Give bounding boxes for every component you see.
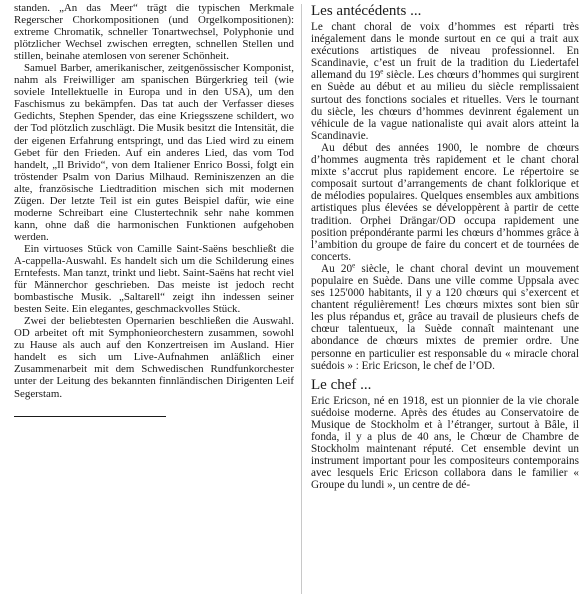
- german-column: [14, 2, 294, 417]
- paragraph-saint-saens: Ein virtuoses Stück von Camille Saint-Saëns beschließt die A-cappella-Auswahl. Es handelt sich um die Schilderung eines Erntefests. Man tanzt, trinkt und liebt. Saint-Saëns hat recht viel für Männerchor geschrieben. Das meiste ist jedoch recht bombastische Musik. „Saltarell“ zeigt ihn indessen seiner besten Seite. Ein elegantes, geschmackvolles Stück.: [14, 242, 294, 316]
- french-column: [311, 2, 579, 491]
- heading-antecedents: Les antécédents ...: [311, 3, 422, 19]
- paragraph-chant-choral: Le chant choral de voix d’hommes est réparti très inégalement dans le monde surtout en ce qui a trait aux exécutions artistiques de niveau professionnel. En Scandinavie, c’est un fruit de la tradition du Liedertafel allemand du 19e siècle. Les chœurs d’hommes qui surgirent en Suède au début et au milieu du siècle remplissaient surtout des fonctions sociales et rituelles. Vers le tournant du siècle, les chœurs d’hommes devinrent également un véhicule de la vague nationaliste qui avait alors atteint la Scandinavie.: [311, 21, 579, 142]
- paragraph-eric-ericson: Eric Ericson, né en 1918, est un pionnier de la vie chorale suédoise moderne. Après des études au Conservatoire de Musique de Stockholm et à l’étranger, surtout à Bâle, il fonda, il y a plus de 40 ans, le Chœur de Chambre de Stockholm maintenant réputé. Cet ensemble devint un instrument important pour les compositeurs contemporains avec lesquels Eric Ericson collabora dans le familier « Groupe du lundi », un centre de dé-: [311, 394, 579, 492]
- paragraph-annees-1900: Au début des années 1900, le nombre de chœurs d’hommes augmenta très rapidement et le chant choral mixte s’accrut plus rapidement encore. Le répertoire se composait surtout d’arrangements de chant folklorique et de mélodies populaires. Quelques ensembles aux ambitions artistiques plus élevées se développèrent à partir de cette tradition. Orphei Drängar/OD occupa rapidement une position prépondérante parmi les chœurs d’hommes grâce à l’ambition du groupe de faire du concert et de tournées de concerts.: [311, 141, 579, 263]
- paragraph-20e-siecle: Au 20e siècle, le chant choral devint un mouvement populaire en Suède. Dans une ville comme Uppsala avec ses 125'000 habitants, il y a 120 chœurs qui s’exercent et chantent régulièrement! Les chœurs mixtes sont bien sûr les plus répandus et, grâce au travail de plusieurs chefs de chœur talentueux, la Suède connaît maintenant une abondance de chœurs mixtes de premier ordre. Une personne en particulier est responsable du « miracle choral suédois » : Eric Ericson, le chef de l’OD.: [311, 261, 579, 372]
- heading-le-chef: Le chef ...: [311, 376, 372, 393]
- section-end-rule: [14, 416, 166, 417]
- paragraph-reger: standen. „An das Meer“ trägt die typischen Merkmale Regerscher Chorkompositionen (und Orgelkompositionen): extreme Chromatik, schneller Tonartwechsel, Polyphonie und plötzlicher Wechsel zwischen erregten, schnellen Stellen und stillen, beinahe atemlosen von serener Schönheit.: [14, 2, 294, 63]
- column-divider: [301, 4, 302, 594]
- paragraph-barber: Samuel Barber, amerikanischer, zeitgenössischer Komponist, nahm als Freiwilliger am spanischen Bürgerkrieg teil (wie soviele Intellektuelle in Europa und in den USA), um den Faschismus zu bekämpfen. Das tat auch der Verfasser dieses Gedichts, Stephen Spender, das eine Kriegsszene schildert, wo der Tod plötzlich zuschlägt. Die Musik besitzt die Intensität, die der eigenen Erfahrung entspringt, und das Lied wird zu einem Gebet für den Frieden. Auf ein anderes Lied, das vom Tod handelt, „Il Brivido“, von dem Italiener Enrico Bossi, folgt ein tröstender Psalm von Darius Milhaud. Reminiszenzen an die alte, französische Liedtradition mischen sich mit modernen Zügen. Der letzte Teil ist ein gutes Beispiel dafür, wie eine moderne Schreibart eine Clustertechnik sehr nahe kommen kann, ohne daß die harmonischen Funktionen aufgehoben werden.: [14, 62, 294, 243]
- paragraph-opernarien: Zwei der beliebtesten Opernarien beschließen die Auswahl. OD arbeitet oft mit Symphonieorchestern zusammen, sowohl zu Hause als auch auf den Konzertreisen im Ausland. Hier handelt es sich um Live-Aufnahmen anläßlich einer Zusammenarbeit mit dem Schwedischen Rundfunkorchester unter der Leitung des bekannten finnländischen Dirigenten Leif Segerstam.: [14, 315, 294, 400]
